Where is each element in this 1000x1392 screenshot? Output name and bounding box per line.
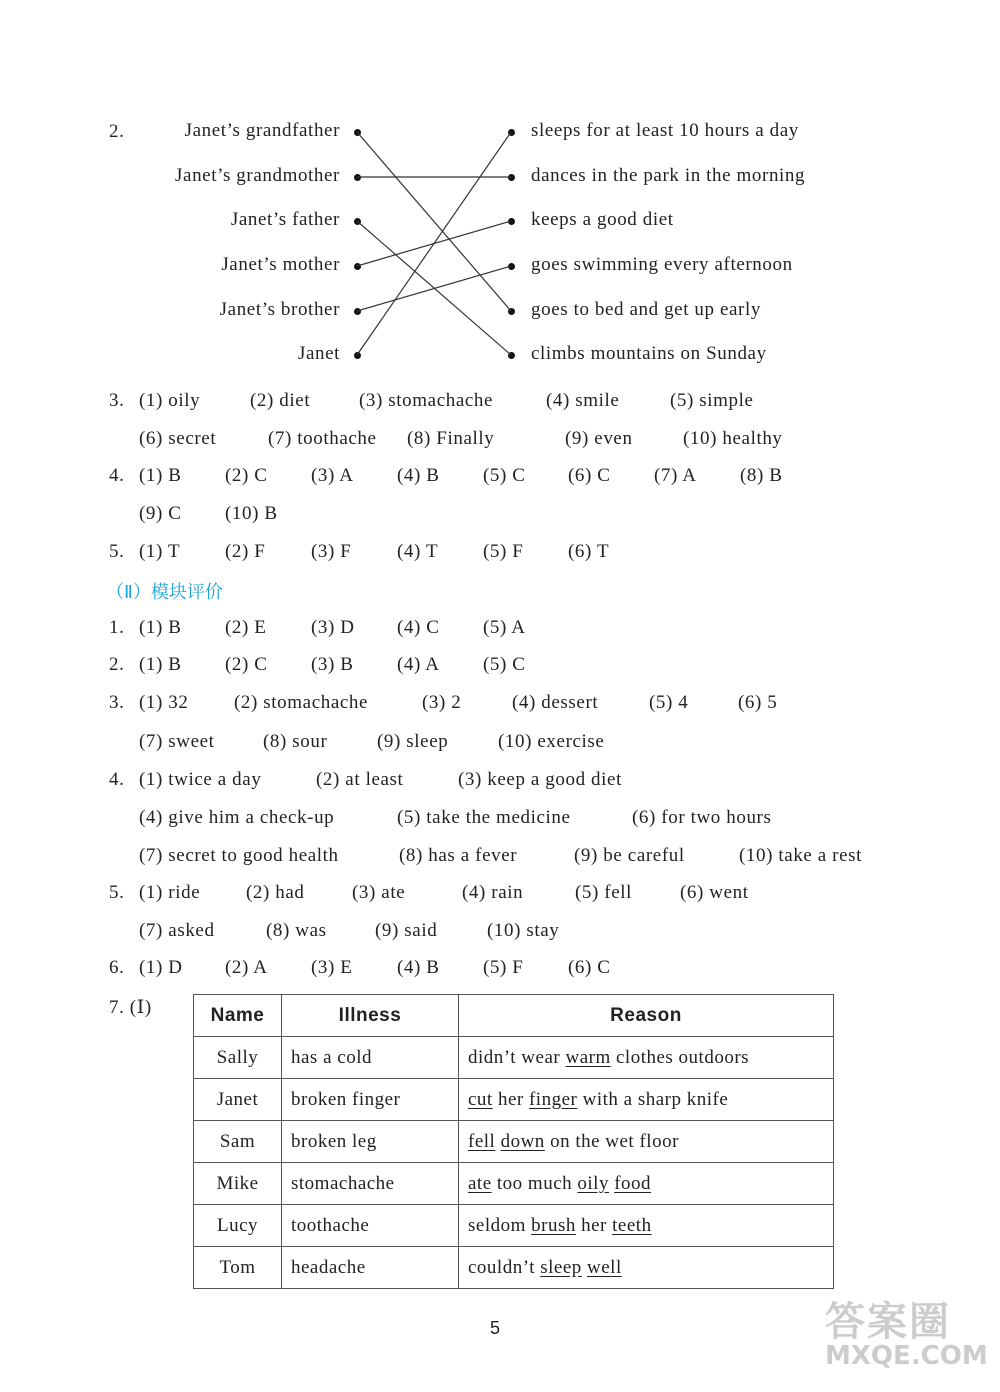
answer-item: (9) sleep bbox=[377, 731, 449, 752]
answer-item: (5) C bbox=[483, 654, 526, 675]
answer-item: (5) simple bbox=[670, 390, 754, 411]
answer-item: (6) T bbox=[568, 541, 610, 562]
answer-item: (6) for two hours bbox=[632, 807, 772, 828]
answer-item: (5) fell bbox=[575, 882, 633, 903]
answer-item: (3) A bbox=[311, 465, 354, 486]
matching-right-item: climbs mountains on Sunday bbox=[531, 343, 767, 364]
answer-item: (3) keep a good diet bbox=[458, 769, 622, 790]
watermark-logo: 答案圈 MXQE.COM bbox=[825, 1299, 988, 1371]
matching-left-item: Janet’s grandmother bbox=[175, 165, 340, 186]
answer-item: (7) asked bbox=[139, 920, 215, 941]
cell-reason bbox=[459, 1121, 834, 1163]
question-number: 5. bbox=[109, 882, 125, 903]
answer-item: (6) secret bbox=[139, 428, 217, 449]
answer-item: (5) A bbox=[483, 617, 526, 638]
answer-item: (5) F bbox=[483, 957, 524, 978]
table-row bbox=[194, 1205, 834, 1247]
answer-item: (8) was bbox=[266, 920, 327, 941]
answer-item: (1) B bbox=[139, 465, 182, 486]
answer-item: (10) take a rest bbox=[739, 845, 863, 866]
answer-item: (5) F bbox=[483, 541, 524, 562]
reason-text: on the wet floor bbox=[544, 1130, 679, 1152]
question-number: 2. bbox=[109, 654, 125, 675]
answer-item: (2) at least bbox=[316, 769, 404, 790]
answer-item: (4) B bbox=[397, 957, 440, 978]
cell-illness: toothache bbox=[282, 1205, 459, 1247]
question-number: 6. bbox=[109, 957, 125, 978]
cell-name: Tom bbox=[194, 1247, 282, 1289]
cell-name: Lucy bbox=[194, 1205, 282, 1247]
answer-item: (2) had bbox=[246, 882, 305, 903]
question-number: 1. bbox=[109, 617, 125, 638]
matching-right-item: goes to bed and get up early bbox=[531, 299, 761, 320]
filled-blank: sleep bbox=[540, 1256, 582, 1278]
matching-right-item: sleeps for at least 10 hours a day bbox=[531, 120, 799, 141]
answer-item: (2) stomachache bbox=[234, 692, 369, 713]
table-row bbox=[194, 1037, 834, 1079]
question-7-label: 7. (Ⅰ) bbox=[109, 997, 152, 1018]
answer-item: (4) rain bbox=[462, 882, 524, 903]
answer-item: (6) 5 bbox=[738, 692, 778, 713]
answer-item: (9) even bbox=[565, 428, 633, 449]
cell-reason bbox=[459, 1079, 834, 1121]
cell-illness: headache bbox=[282, 1247, 459, 1289]
answer-item: (10) stay bbox=[487, 920, 560, 941]
cell-name: Mike bbox=[194, 1163, 282, 1205]
answer-item: (4) dessert bbox=[512, 692, 599, 713]
answer-item: (8) sour bbox=[263, 731, 328, 752]
answer-item: (2) C bbox=[225, 654, 268, 675]
answer-item: (1) B bbox=[139, 654, 182, 675]
question-number: 3. bbox=[109, 692, 125, 713]
filled-blank: oily bbox=[577, 1172, 609, 1194]
answer-item: (9) be careful bbox=[574, 845, 685, 866]
answer-item: (5) C bbox=[483, 465, 526, 486]
answer-item: (7) A bbox=[654, 465, 697, 486]
reason-text: couldn’t bbox=[468, 1256, 541, 1278]
header-name: Name bbox=[194, 995, 282, 1037]
cell-illness: stomachache bbox=[282, 1163, 459, 1205]
question-number: 4. bbox=[109, 465, 125, 486]
answer-item: (7) toothache bbox=[268, 428, 377, 449]
reason-text: her bbox=[575, 1214, 613, 1236]
table-header-row bbox=[194, 995, 834, 1037]
answer-item: (8) B bbox=[740, 465, 783, 486]
cell-reason bbox=[459, 1247, 834, 1289]
answer-item: (4) A bbox=[397, 654, 440, 675]
matching-left-item: Janet’s mother bbox=[221, 254, 340, 275]
filled-blank: fell bbox=[468, 1130, 496, 1152]
matching-right-item: keeps a good diet bbox=[531, 209, 674, 230]
filled-blank: teeth bbox=[612, 1214, 652, 1236]
filled-blank: cut bbox=[468, 1088, 493, 1110]
answer-item: (2) diet bbox=[250, 390, 311, 411]
answer-item: (6) C bbox=[568, 957, 611, 978]
answer-item: (8) Finally bbox=[407, 428, 495, 449]
filled-blank: down bbox=[500, 1130, 545, 1152]
answer-item: (5) take the medicine bbox=[397, 807, 571, 828]
reason-text: seldom bbox=[468, 1214, 532, 1236]
answer-item: (3) E bbox=[311, 957, 353, 978]
matching-left-item: Janet’s brother bbox=[219, 299, 340, 320]
question-number: 5. bbox=[109, 541, 125, 562]
question-number: 3. bbox=[109, 390, 125, 411]
answer-item: (2) E bbox=[225, 617, 267, 638]
table-row bbox=[194, 1163, 834, 1205]
answer-item: (5) 4 bbox=[649, 692, 689, 713]
answer-item: (3) D bbox=[311, 617, 355, 638]
header-illness: Illness bbox=[282, 995, 459, 1037]
answer-item: (1) B bbox=[139, 617, 182, 638]
answer-item: (10) exercise bbox=[498, 731, 605, 752]
cell-name: Sam bbox=[194, 1121, 282, 1163]
answer-item: (6) went bbox=[680, 882, 749, 903]
answer-item: (3) stomachache bbox=[359, 390, 494, 411]
answer-item: (3) B bbox=[311, 654, 354, 675]
matching-line bbox=[357, 266, 511, 311]
illness-table bbox=[193, 994, 834, 1289]
filled-blank: well bbox=[587, 1256, 622, 1278]
cell-reason bbox=[459, 1163, 834, 1205]
cell-illness: has a cold bbox=[282, 1037, 459, 1079]
answer-item: (1) D bbox=[139, 957, 183, 978]
answer-item: (1) twice a day bbox=[139, 769, 262, 790]
reason-text: too much bbox=[491, 1172, 578, 1194]
filled-blank: food bbox=[614, 1172, 652, 1194]
answer-item: (3) F bbox=[311, 541, 352, 562]
filled-blank: finger bbox=[528, 1088, 578, 1110]
cell-reason bbox=[459, 1205, 834, 1247]
question-number: 4. bbox=[109, 769, 125, 790]
answer-item: (1) oily bbox=[139, 390, 201, 411]
answer-item: (7) secret to good health bbox=[139, 845, 339, 866]
cell-name: Janet bbox=[194, 1079, 282, 1121]
table-row bbox=[194, 1121, 834, 1163]
answer-item: (4) B bbox=[397, 465, 440, 486]
filled-blank: warm bbox=[565, 1046, 611, 1068]
answer-item: (1) ride bbox=[139, 882, 201, 903]
answer-item: (1) T bbox=[139, 541, 181, 562]
cell-illness: broken finger bbox=[282, 1079, 459, 1121]
table-row bbox=[194, 1247, 834, 1289]
filled-blank: brush bbox=[531, 1214, 576, 1236]
answer-item: (4) smile bbox=[546, 390, 620, 411]
header-reason: Reason bbox=[459, 995, 834, 1037]
answer-item: (10) B bbox=[225, 503, 278, 524]
cell-name: Sally bbox=[194, 1037, 282, 1079]
reason-text: clothes outdoors bbox=[610, 1046, 750, 1068]
matching-lines bbox=[0, 0, 1000, 380]
matching-left-item: Janet’s father bbox=[230, 209, 340, 230]
answer-item: (6) C bbox=[568, 465, 611, 486]
matching-line bbox=[357, 132, 511, 355]
matching-number: 2. bbox=[109, 121, 125, 142]
answer-item: (4) give him a check-up bbox=[139, 807, 335, 828]
answer-item: (9) C bbox=[139, 503, 182, 524]
reason-text: her bbox=[492, 1088, 529, 1110]
answer-item: (2) F bbox=[225, 541, 266, 562]
table-row bbox=[194, 1079, 834, 1121]
answer-item: (9) said bbox=[375, 920, 438, 941]
matching-left-item: Janet bbox=[297, 343, 340, 364]
matching-line bbox=[357, 132, 511, 311]
answer-item: (3) 2 bbox=[422, 692, 462, 713]
reason-text: with a sharp knife bbox=[577, 1088, 729, 1110]
page-number: 5 bbox=[490, 1318, 501, 1338]
answer-item: (7) sweet bbox=[139, 731, 215, 752]
answer-item: (2) A bbox=[225, 957, 268, 978]
cell-illness: broken leg bbox=[282, 1121, 459, 1163]
section-heading: （Ⅱ）模块评价 bbox=[106, 582, 223, 603]
cell-reason bbox=[459, 1037, 834, 1079]
answer-item: (2) C bbox=[225, 465, 268, 486]
answer-item: (3) ate bbox=[352, 882, 406, 903]
reason-text: didn’t wear bbox=[468, 1046, 566, 1068]
matching-right-item: dances in the park in the morning bbox=[531, 165, 806, 186]
answer-item: (4) T bbox=[397, 541, 439, 562]
answer-item: (4) C bbox=[397, 617, 440, 638]
matching-right-item: goes swimming every afternoon bbox=[531, 254, 793, 275]
answer-item: (1) 32 bbox=[139, 692, 189, 713]
filled-blank: ate bbox=[468, 1172, 492, 1194]
answer-item: (10) healthy bbox=[683, 428, 783, 449]
answer-item: (8) has a fever bbox=[399, 845, 518, 866]
matching-left-item: Janet’s grandfather bbox=[184, 120, 340, 141]
